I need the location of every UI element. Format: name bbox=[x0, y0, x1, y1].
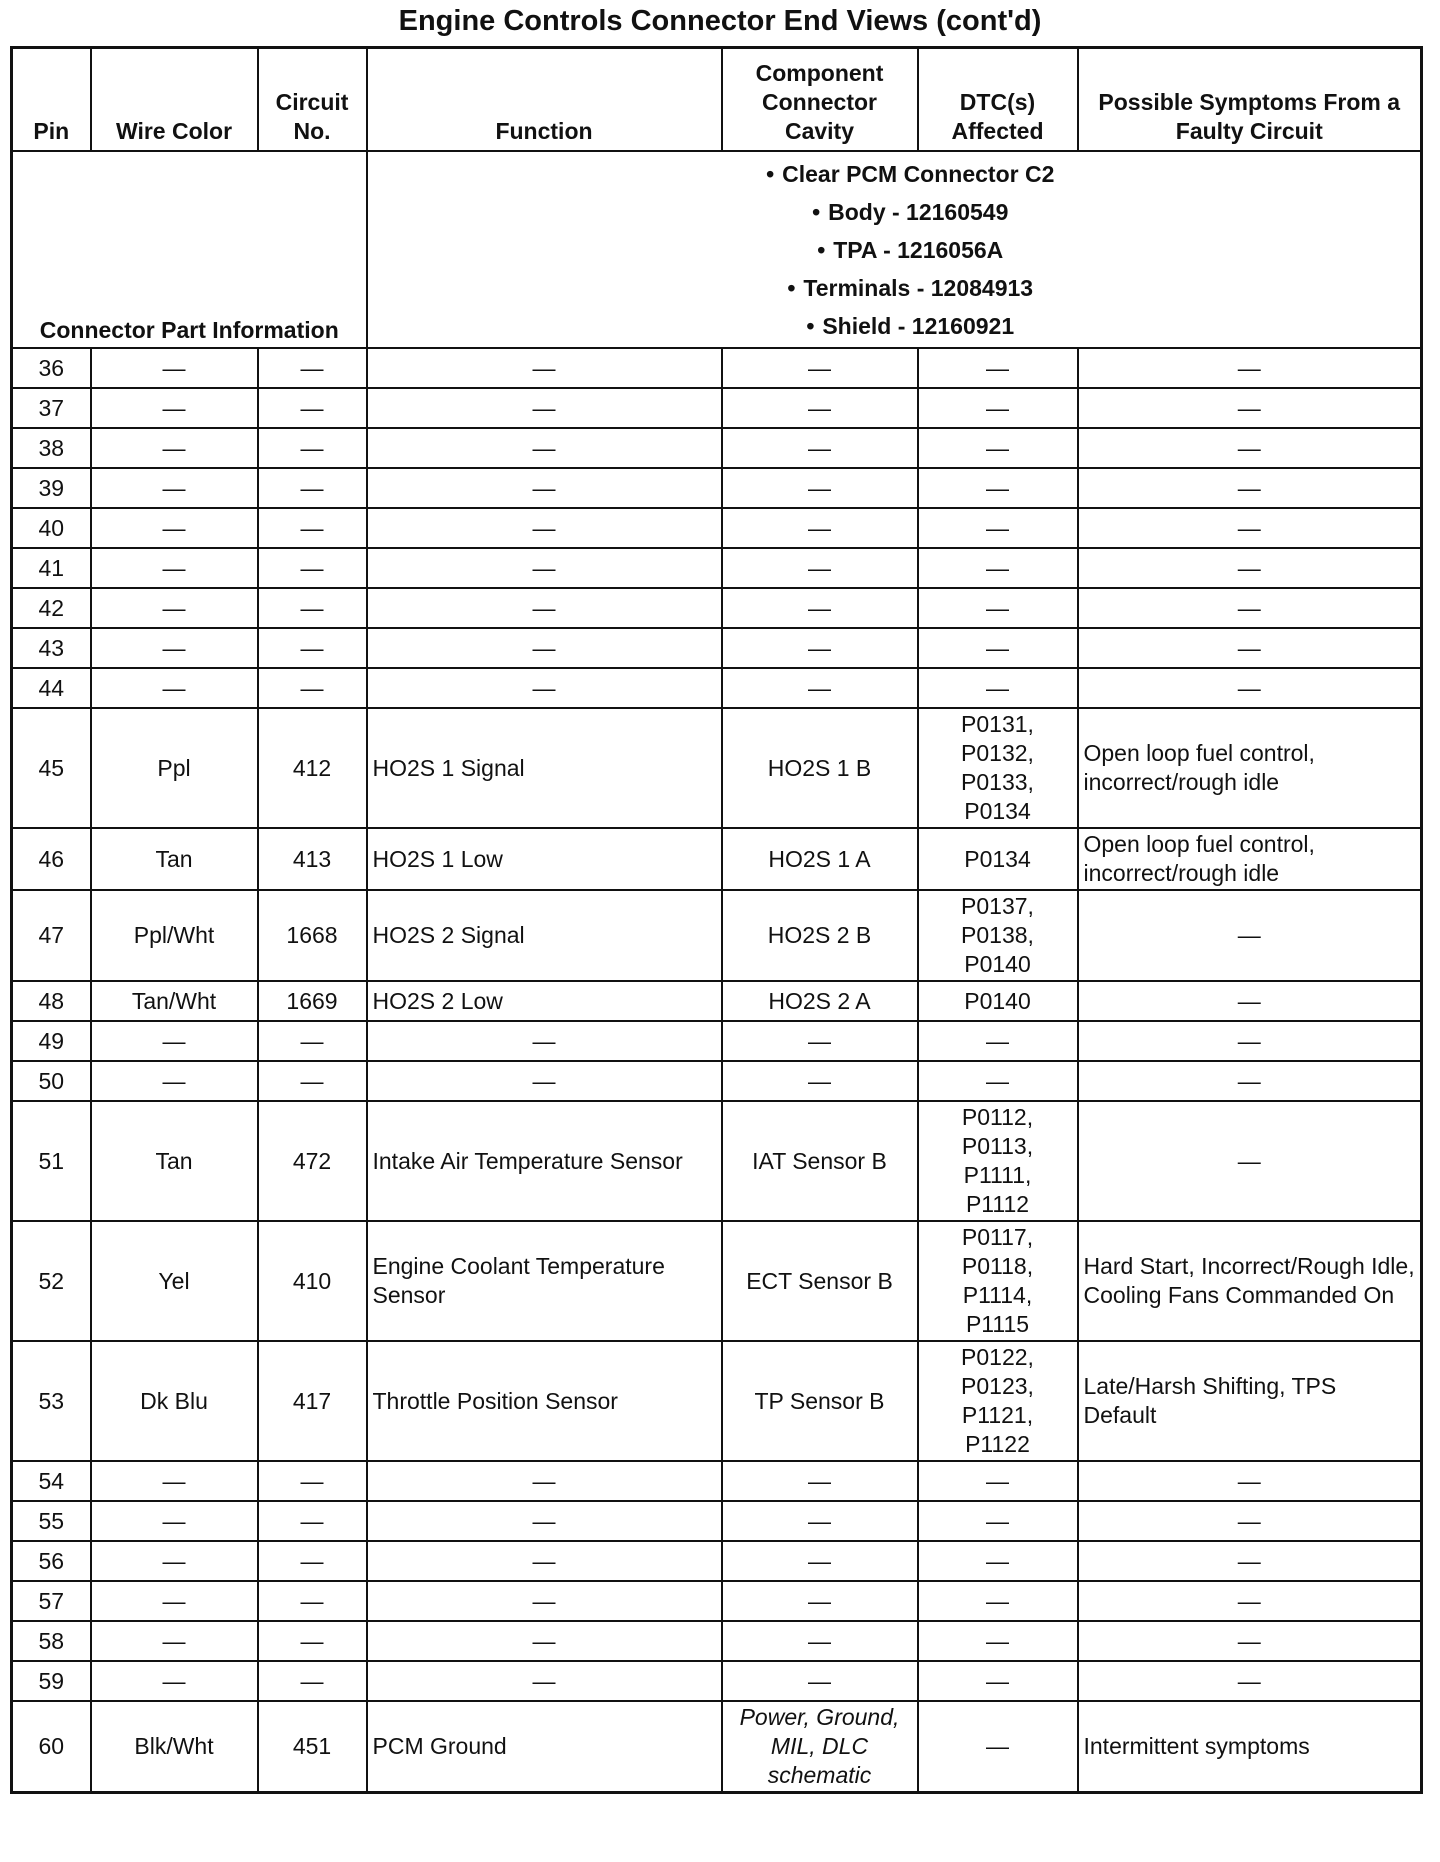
dtc-code: P0137, bbox=[961, 893, 1034, 919]
cavity-cell: IAT Sensor B bbox=[722, 1101, 918, 1221]
cavity-cell: — bbox=[722, 668, 918, 708]
dtc-code: P0134 bbox=[964, 798, 1031, 824]
cavity-cell: — bbox=[722, 628, 918, 668]
dtc-cell bbox=[918, 1061, 1078, 1101]
dtc-code: P0112, bbox=[961, 1104, 1034, 1130]
table-header bbox=[12, 48, 1422, 152]
circuit-cell: — bbox=[258, 468, 367, 508]
dtc-code: — bbox=[986, 594, 1009, 621]
function-cell: HO2S 2 Signal bbox=[367, 890, 722, 981]
dtc-code: — bbox=[986, 514, 1009, 541]
page-title: Engine Controls Connector End Views (cont'd) bbox=[398, 5, 1042, 37]
symptoms-cell: — bbox=[1078, 1581, 1422, 1621]
dtc-code: P0113, bbox=[961, 1133, 1034, 1159]
dtc-cell bbox=[918, 1661, 1078, 1701]
circuit-cell: 1669 bbox=[258, 981, 367, 1021]
connector-part-info-list bbox=[367, 151, 1422, 348]
wire-color-cell: Ppl bbox=[91, 708, 258, 828]
pin-cell: 54 bbox=[12, 1461, 91, 1501]
wire-color-cell: — bbox=[91, 508, 258, 548]
dtc-code: P0123, bbox=[961, 1373, 1034, 1399]
wire-color-cell: — bbox=[91, 428, 258, 468]
symptoms-cell: — bbox=[1078, 1101, 1422, 1221]
circuit-cell: 1668 bbox=[258, 890, 367, 981]
dtc-code: P0133, bbox=[961, 769, 1034, 795]
table-row bbox=[12, 1221, 1422, 1341]
circuit-cell: — bbox=[258, 588, 367, 628]
function-cell: — bbox=[367, 1661, 722, 1701]
symptoms-cell: — bbox=[1078, 388, 1422, 428]
dtc-cell bbox=[918, 588, 1078, 628]
dtc-code: — bbox=[986, 634, 1009, 661]
pin-cell: 59 bbox=[12, 1661, 91, 1701]
table-row bbox=[12, 1061, 1422, 1101]
cavity-cell: HO2S 2 A bbox=[722, 981, 918, 1021]
function-cell: — bbox=[367, 668, 722, 708]
cavity-cell: — bbox=[722, 1621, 918, 1661]
circuit-cell: — bbox=[258, 388, 367, 428]
table-row bbox=[12, 1101, 1422, 1221]
wire-color-cell: — bbox=[91, 548, 258, 588]
pin-cell: 50 bbox=[12, 1061, 91, 1101]
cavity-cell: HO2S 1 B bbox=[722, 708, 918, 828]
circuit-cell: — bbox=[258, 1501, 367, 1541]
pin-cell: 44 bbox=[12, 668, 91, 708]
symptoms-cell: — bbox=[1078, 1541, 1422, 1581]
symptoms-cell: — bbox=[1078, 890, 1422, 981]
function-cell: — bbox=[367, 1501, 722, 1541]
pin-cell: 49 bbox=[12, 1021, 91, 1061]
table-row bbox=[12, 508, 1422, 548]
table-row bbox=[12, 890, 1422, 981]
cavity-cell: — bbox=[722, 388, 918, 428]
wire-color-cell: — bbox=[91, 1581, 258, 1621]
pin-cell: 51 bbox=[12, 1101, 91, 1221]
dtc-cell bbox=[918, 428, 1078, 468]
function-cell: HO2S 1 Low bbox=[367, 828, 722, 890]
table-row bbox=[12, 1581, 1422, 1621]
dtc-cell bbox=[918, 388, 1078, 428]
function-cell: — bbox=[367, 1021, 722, 1061]
dtc-cell bbox=[918, 348, 1078, 388]
dtc-code: P0140 bbox=[964, 987, 1031, 1014]
function-cell: — bbox=[367, 508, 722, 548]
cavity-cell: TP Sensor B bbox=[722, 1341, 918, 1461]
circuit-cell: 472 bbox=[258, 1101, 367, 1221]
table-row bbox=[12, 1341, 1422, 1461]
circuit-cell: — bbox=[258, 1061, 367, 1101]
symptoms-cell: — bbox=[1078, 668, 1422, 708]
dtc-code: — bbox=[986, 1733, 1009, 1759]
symptoms-cell: Late/Harsh Shifting, TPS Default bbox=[1078, 1341, 1422, 1461]
function-cell: — bbox=[367, 388, 722, 428]
wire-color-cell: Tan/Wht bbox=[91, 981, 258, 1021]
symptoms-cell: — bbox=[1078, 548, 1422, 588]
pin-cell: 39 bbox=[12, 468, 91, 508]
dtc-cell bbox=[918, 1541, 1078, 1581]
pin-cell: 53 bbox=[12, 1341, 91, 1461]
function-cell: — bbox=[367, 1061, 722, 1101]
table-row bbox=[12, 1541, 1422, 1581]
symptoms-cell: — bbox=[1078, 1661, 1422, 1701]
function-cell: Intake Air Temperature Sensor bbox=[367, 1101, 722, 1221]
dtc-code: P1115 bbox=[965, 1311, 1030, 1337]
dtc-cell bbox=[918, 508, 1078, 548]
circuit-cell: — bbox=[258, 428, 367, 468]
col-header-dtc: DTC(s) Affected bbox=[918, 48, 1078, 152]
function-cell: — bbox=[367, 468, 722, 508]
pin-cell: 46 bbox=[12, 828, 91, 890]
symptoms-cell: — bbox=[1078, 1061, 1422, 1101]
wire-color-cell: — bbox=[91, 388, 258, 428]
circuit-cell: — bbox=[258, 1461, 367, 1501]
pin-cell: 36 bbox=[12, 348, 91, 388]
dtc-code: — bbox=[986, 354, 1009, 381]
table-row bbox=[12, 1501, 1422, 1541]
table-row bbox=[12, 1461, 1422, 1501]
dtc-cell bbox=[918, 468, 1078, 508]
col-header-function: Function bbox=[367, 48, 722, 152]
dtc-code: P1121, bbox=[961, 1402, 1034, 1428]
dtc-cell bbox=[918, 981, 1078, 1021]
symptoms-cell: — bbox=[1078, 348, 1422, 388]
circuit-cell: 417 bbox=[258, 1341, 367, 1461]
cavity-cell: — bbox=[722, 1021, 918, 1061]
dtc-cell bbox=[918, 628, 1078, 668]
table-row bbox=[12, 548, 1422, 588]
wire-color-cell: — bbox=[91, 348, 258, 388]
col-header-pin: Pin bbox=[12, 48, 91, 152]
circuit-cell: 412 bbox=[258, 708, 367, 828]
cavity-cell: — bbox=[722, 1661, 918, 1701]
dtc-cell bbox=[918, 828, 1078, 890]
circuit-cell: 413 bbox=[258, 828, 367, 890]
connector-part-info-label: Connector Part Information bbox=[12, 151, 367, 348]
circuit-cell: — bbox=[258, 1661, 367, 1701]
col-header-circuit: Circuit No. bbox=[258, 48, 367, 152]
symptoms-cell: Open loop fuel control, incorrect/rough idle bbox=[1078, 828, 1422, 890]
cavity-cell: — bbox=[722, 1581, 918, 1621]
pin-cell: 52 bbox=[12, 1221, 91, 1341]
cavity-cell: — bbox=[722, 1461, 918, 1501]
connector-info-row bbox=[12, 151, 1422, 348]
function-cell: — bbox=[367, 1461, 722, 1501]
cavity-cell: — bbox=[722, 428, 918, 468]
wire-color-cell: — bbox=[91, 468, 258, 508]
wire-color-cell: Blk/Wht bbox=[91, 1701, 258, 1793]
dtc-cell bbox=[918, 1501, 1078, 1541]
function-cell: — bbox=[367, 1581, 722, 1621]
dtc-code: P1122 bbox=[965, 1431, 1030, 1457]
info-item: • TPA - 1216056A bbox=[398, 231, 1416, 269]
col-header-symptoms: Possible Symptoms From a Faulty Circuit bbox=[1078, 48, 1422, 152]
symptoms-cell: — bbox=[1078, 508, 1422, 548]
circuit-cell: — bbox=[258, 628, 367, 668]
dtc-code: P1114, bbox=[962, 1282, 1033, 1308]
pin-cell: 55 bbox=[12, 1501, 91, 1541]
dtc-code: — bbox=[986, 1467, 1009, 1494]
function-cell: Engine Coolant Temperature Sensor bbox=[367, 1221, 722, 1341]
cavity-cell: — bbox=[722, 468, 918, 508]
symptoms-cell: — bbox=[1078, 628, 1422, 668]
cavity-cell: — bbox=[722, 588, 918, 628]
symptoms-cell: — bbox=[1078, 428, 1422, 468]
wire-color-cell: Yel bbox=[91, 1221, 258, 1341]
dtc-code: — bbox=[986, 1627, 1009, 1654]
wire-color-cell: — bbox=[91, 588, 258, 628]
cavity-cell: — bbox=[722, 548, 918, 588]
pin-cell: 38 bbox=[12, 428, 91, 468]
dtc-code: — bbox=[986, 434, 1009, 461]
cavity-cell: — bbox=[722, 1061, 918, 1101]
pin-cell: 40 bbox=[12, 508, 91, 548]
dtc-cell bbox=[918, 668, 1078, 708]
info-item: • Clear PCM Connector C2 bbox=[398, 155, 1416, 193]
circuit-cell: — bbox=[258, 1621, 367, 1661]
cavity-cell: HO2S 2 B bbox=[722, 890, 918, 981]
function-cell: — bbox=[367, 428, 722, 468]
pin-cell: 43 bbox=[12, 628, 91, 668]
cavity-cell: — bbox=[722, 508, 918, 548]
function-cell: HO2S 2 Low bbox=[367, 981, 722, 1021]
dtc-code: P0131, bbox=[961, 711, 1034, 737]
dtc-code: — bbox=[986, 1547, 1009, 1574]
pin-cell: 57 bbox=[12, 1581, 91, 1621]
wire-color-cell: — bbox=[91, 1621, 258, 1661]
dtc-code: P0132, bbox=[961, 740, 1034, 766]
dtc-code: — bbox=[986, 474, 1009, 501]
symptoms-cell: — bbox=[1078, 468, 1422, 508]
symptoms-cell: — bbox=[1078, 588, 1422, 628]
wire-color-cell: — bbox=[91, 668, 258, 708]
cavity-cell: Power, Ground, MIL, DLC schematic bbox=[722, 1701, 918, 1793]
dtc-code: — bbox=[986, 674, 1009, 701]
circuit-cell: — bbox=[258, 508, 367, 548]
dtc-code: P0117, bbox=[961, 1224, 1034, 1250]
info-item: • Terminals - 12084913 bbox=[398, 269, 1416, 307]
dtc-code: P0138, bbox=[961, 922, 1034, 948]
dtc-code: P1112 bbox=[965, 1191, 1030, 1217]
table-row bbox=[12, 348, 1422, 388]
wire-color-cell: Tan bbox=[91, 1101, 258, 1221]
dtc-code: P0140 bbox=[964, 951, 1031, 977]
table-row bbox=[12, 668, 1422, 708]
circuit-cell: — bbox=[258, 1541, 367, 1581]
table-row bbox=[12, 981, 1422, 1021]
dtc-cell bbox=[918, 708, 1078, 828]
table-row bbox=[12, 428, 1422, 468]
symptoms-cell: — bbox=[1078, 1621, 1422, 1661]
pin-cell: 45 bbox=[12, 708, 91, 828]
dtc-code: — bbox=[986, 1027, 1009, 1054]
table-row bbox=[12, 1661, 1422, 1701]
pin-cell: 48 bbox=[12, 981, 91, 1021]
function-cell: — bbox=[367, 1621, 722, 1661]
dtc-cell bbox=[918, 1341, 1078, 1461]
pin-cell: 37 bbox=[12, 388, 91, 428]
circuit-cell: 410 bbox=[258, 1221, 367, 1341]
function-cell: — bbox=[367, 588, 722, 628]
dtc-cell bbox=[918, 1701, 1078, 1793]
pin-cell: 47 bbox=[12, 890, 91, 981]
dtc-code: — bbox=[986, 554, 1009, 581]
function-cell: — bbox=[367, 628, 722, 668]
pin-cell: 42 bbox=[12, 588, 91, 628]
col-header-cavity: Component Connector Cavity bbox=[722, 48, 918, 152]
wire-color-cell: — bbox=[91, 1501, 258, 1541]
table-body bbox=[12, 348, 1422, 1793]
wire-color-cell: — bbox=[91, 1061, 258, 1101]
dtc-code: P0118, bbox=[961, 1253, 1034, 1279]
symptoms-cell: Hard Start, Incorrect/Rough Idle, Cooling Fans Commanded On bbox=[1078, 1221, 1422, 1341]
header-row bbox=[12, 48, 1422, 152]
table-row bbox=[12, 708, 1422, 828]
cavity-cell: — bbox=[722, 1501, 918, 1541]
pin-cell: 41 bbox=[12, 548, 91, 588]
symptoms-cell: — bbox=[1078, 1021, 1422, 1061]
connector-info-section bbox=[12, 151, 1422, 348]
dtc-cell bbox=[918, 548, 1078, 588]
wire-color-cell: — bbox=[91, 1021, 258, 1061]
table-row bbox=[12, 388, 1422, 428]
cavity-cell: ECT Sensor B bbox=[722, 1221, 918, 1341]
connector-table bbox=[10, 46, 1423, 1794]
symptoms-cell: — bbox=[1078, 1461, 1422, 1501]
dtc-cell bbox=[918, 890, 1078, 981]
table-row bbox=[12, 828, 1422, 890]
circuit-cell: 451 bbox=[258, 1701, 367, 1793]
dtc-code: — bbox=[986, 1067, 1009, 1094]
circuit-cell: — bbox=[258, 1021, 367, 1061]
dtc-code: P0134 bbox=[964, 845, 1031, 872]
function-cell: — bbox=[367, 548, 722, 588]
function-cell: PCM Ground bbox=[367, 1701, 722, 1793]
dtc-cell bbox=[918, 1221, 1078, 1341]
wire-color-cell: — bbox=[91, 628, 258, 668]
cavity-cell: — bbox=[722, 348, 918, 388]
col-header-wire-color: Wire Color bbox=[91, 48, 258, 152]
circuit-cell: — bbox=[258, 348, 367, 388]
table-row bbox=[12, 1701, 1422, 1793]
dtc-code: — bbox=[986, 394, 1009, 421]
circuit-cell: — bbox=[258, 1581, 367, 1621]
function-cell: — bbox=[367, 1541, 722, 1581]
symptoms-cell: Open loop fuel control, incorrect/rough idle bbox=[1078, 708, 1422, 828]
dtc-code: — bbox=[986, 1507, 1009, 1534]
table-row bbox=[12, 1021, 1422, 1061]
wire-color-cell: Tan bbox=[91, 828, 258, 890]
circuit-cell: — bbox=[258, 668, 367, 708]
pin-cell: 58 bbox=[12, 1621, 91, 1661]
pin-cell: 56 bbox=[12, 1541, 91, 1581]
symptoms-cell: — bbox=[1078, 1501, 1422, 1541]
wire-color-cell: — bbox=[91, 1661, 258, 1701]
circuit-cell: — bbox=[258, 548, 367, 588]
table-row bbox=[12, 588, 1422, 628]
table-row bbox=[12, 468, 1422, 508]
wire-color-cell: Dk Blu bbox=[91, 1341, 258, 1461]
dtc-code: P0122, bbox=[961, 1344, 1034, 1370]
function-cell: — bbox=[367, 348, 722, 388]
wire-color-cell: — bbox=[91, 1461, 258, 1501]
dtc-cell bbox=[918, 1461, 1078, 1501]
info-item: • Body - 12160549 bbox=[398, 193, 1416, 231]
dtc-cell bbox=[918, 1021, 1078, 1061]
function-cell: Throttle Position Sensor bbox=[367, 1341, 722, 1461]
table-row bbox=[12, 628, 1422, 668]
wire-color-cell: — bbox=[91, 1541, 258, 1581]
dtc-cell bbox=[918, 1581, 1078, 1621]
symptoms-cell: Intermittent symptoms bbox=[1078, 1701, 1422, 1793]
cavity-cell: HO2S 1 A bbox=[722, 828, 918, 890]
cavity-cell: — bbox=[722, 1541, 918, 1581]
table-row bbox=[12, 1621, 1422, 1661]
pin-cell: 60 bbox=[12, 1701, 91, 1793]
dtc-code: P1111, bbox=[963, 1162, 1032, 1188]
function-cell: HO2S 1 Signal bbox=[367, 708, 722, 828]
info-item: • Shield - 12160921 bbox=[398, 307, 1416, 345]
dtc-cell bbox=[918, 1621, 1078, 1661]
dtc-code: — bbox=[986, 1587, 1009, 1614]
symptoms-cell: — bbox=[1078, 981, 1422, 1021]
dtc-code: — bbox=[986, 1667, 1009, 1694]
dtc-cell bbox=[918, 1101, 1078, 1221]
wire-color-cell: Ppl/Wht bbox=[91, 890, 258, 981]
